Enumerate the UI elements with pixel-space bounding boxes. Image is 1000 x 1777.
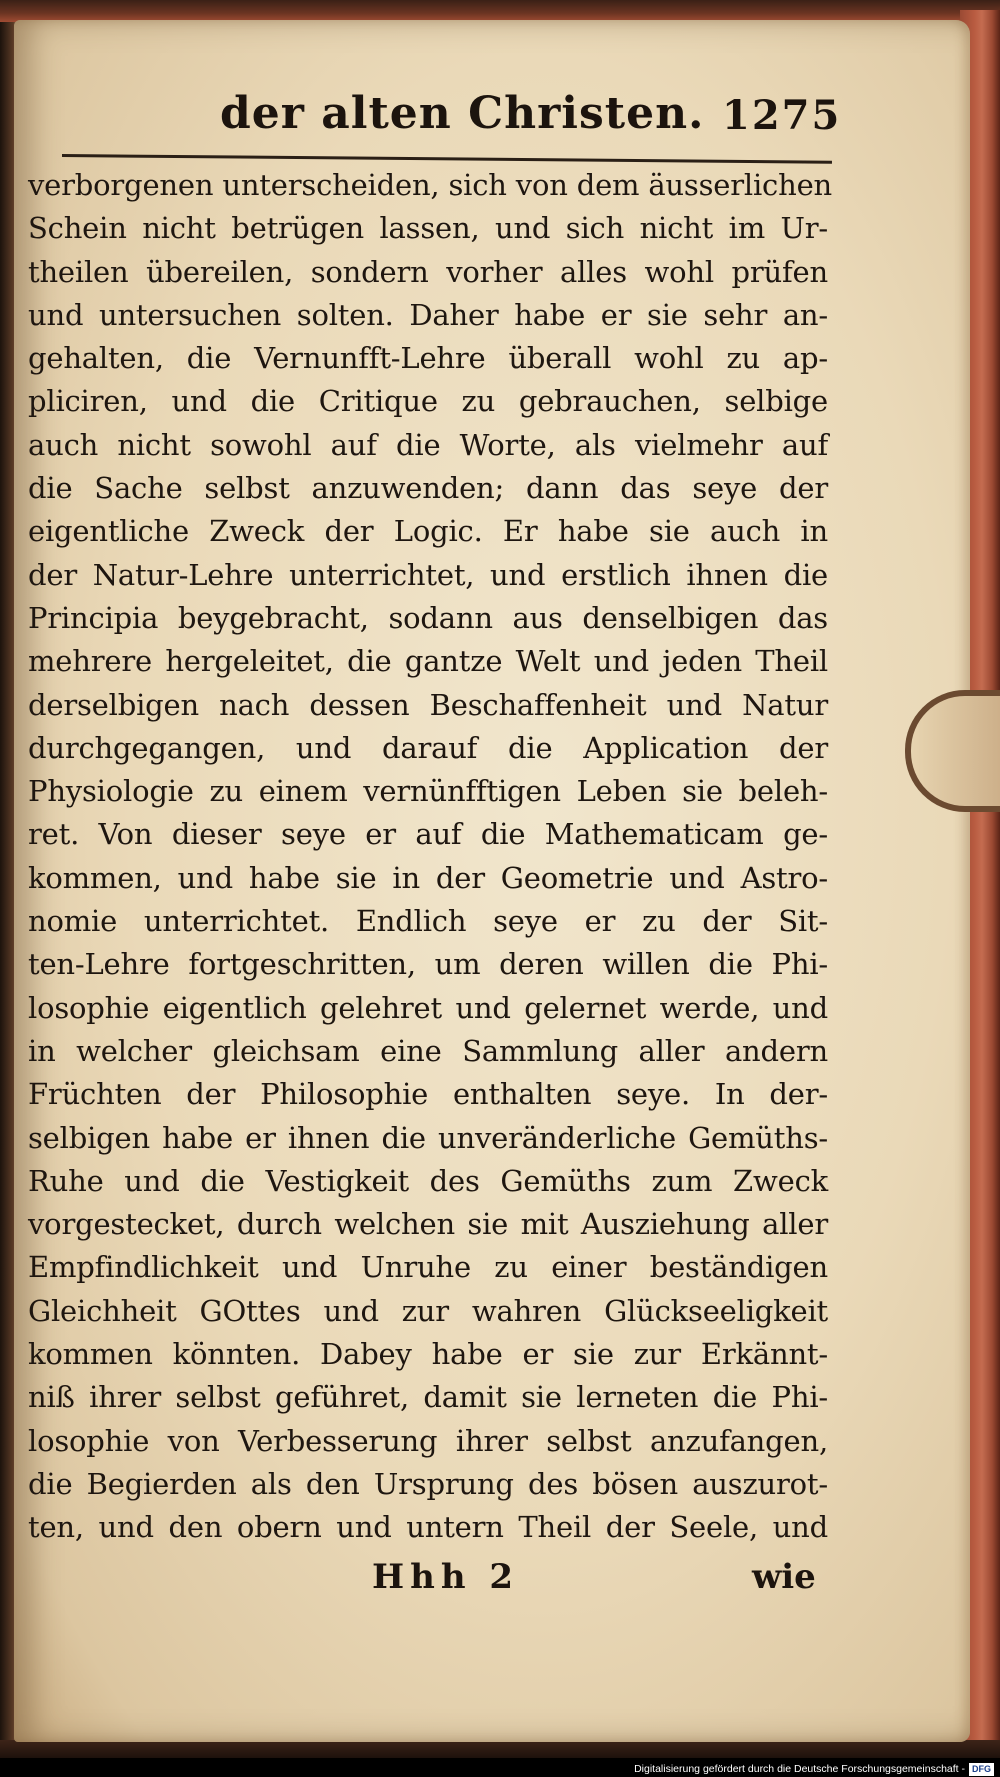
catchword: wie: [752, 1557, 816, 1597]
running-head: der alten Christen.: [220, 88, 705, 139]
text-line: ten-Lehre fortgeschritten, um deren willen die Phi-: [28, 947, 828, 982]
text-line: gehalten, die Vernunfft-Lehre überall wohl zu ap-: [28, 341, 828, 376]
text-line: losophie von Verbesserung ihrer selbst anzufangen,: [28, 1423, 828, 1458]
text-line: niß ihrer selbst geführet, damit sie lerneten die Phi-: [28, 1380, 828, 1415]
text-line: durchgegangen, und darauf die Application der: [28, 730, 828, 765]
book-bottom-edge: [0, 1740, 1000, 1760]
text-line: der Natur-Lehre unterrichtet, und erstlich ihnen die: [28, 557, 828, 592]
text-line: die Sache selbst anzuwenden; dann das seye der: [28, 471, 828, 506]
text-line: vorgestecket, durch welchen sie mit Ausziehung aller: [28, 1207, 828, 1242]
text-line: Principia beygebracht, sodann aus denselbigen das: [28, 600, 828, 635]
text-line: eigentliche Zweck der Logic. Er habe sie auch in: [28, 514, 828, 549]
text-line: Empfindlichkeit und Unruhe zu einer beständigen: [28, 1250, 828, 1285]
text-line: Früchten der Philosophie enthalten seye. In der-: [28, 1077, 828, 1112]
funding-credit: [634, 1761, 994, 1777]
text-line: auch nicht sowohl auf die Worte, als vielmehr auf: [28, 427, 828, 462]
text-line: theilen übereilen, sondern vorher alles wohl prüfen: [28, 254, 828, 289]
text-line: losophie eigentlich gelehret und gelernet werde, und: [28, 990, 828, 1025]
text-line: kommen, und habe sie in der Geometrie und Astro-: [28, 860, 828, 895]
text-line: die Begierden als den Ursprung des bösen auszurot-: [28, 1466, 828, 1501]
text-line: Schein nicht betrügen lassen, und sich nicht im Ur-: [28, 211, 828, 246]
dfg-logo: DFG: [969, 1763, 994, 1776]
credit-text: Digitalisierung gefördert durch die Deutsche Forschungsgemeinschaft -: [634, 1763, 965, 1775]
page-number: 1275: [722, 92, 842, 139]
text-line: Physiologie zu einem vernünfftigen Leben sie beleh-: [28, 774, 828, 809]
text-line: nomie unterrichtet. Endlich seye er zu der Sit-: [28, 904, 828, 939]
text-line: verborgenen unterscheiden, sich von dem äusserlichen: [28, 168, 833, 202]
text-line: in welcher gleichsam eine Sammlung aller andern: [28, 1033, 828, 1068]
text-line: pliciren, und die Critique zu gebrauchen, selbige: [28, 384, 828, 419]
text-line: Gleichheit GOttes und zur wahren Glückseeligkeit: [28, 1293, 828, 1328]
text-line: ret. Von dieser seye er auf die Mathematicam ge-: [28, 817, 828, 852]
text-line: Ruhe und die Vestigkeit des Gemüths zum Zweck: [28, 1163, 828, 1198]
text-line: selbigen habe er ihnen die unveränderliche Gemüths-: [28, 1120, 828, 1155]
text-line: und untersuchen solten. Daher habe er sie sehr an-: [28, 297, 828, 332]
book-top-edge: [0, 0, 1000, 22]
text-line: mehrere hergeleitet, die gantze Welt und jeden Theil: [28, 644, 828, 679]
text-line: kommen könnten. Dabey habe er sie zur Erkännt-: [28, 1337, 828, 1372]
body-text: [28, 164, 833, 1550]
text-line: derselbigen nach dessen Beschaffenheit und Natur: [28, 687, 828, 722]
signature-mark: Hhh 2: [372, 1557, 520, 1597]
text-line: ten, und den obern und untern Theil der Seele, und: [28, 1510, 828, 1545]
